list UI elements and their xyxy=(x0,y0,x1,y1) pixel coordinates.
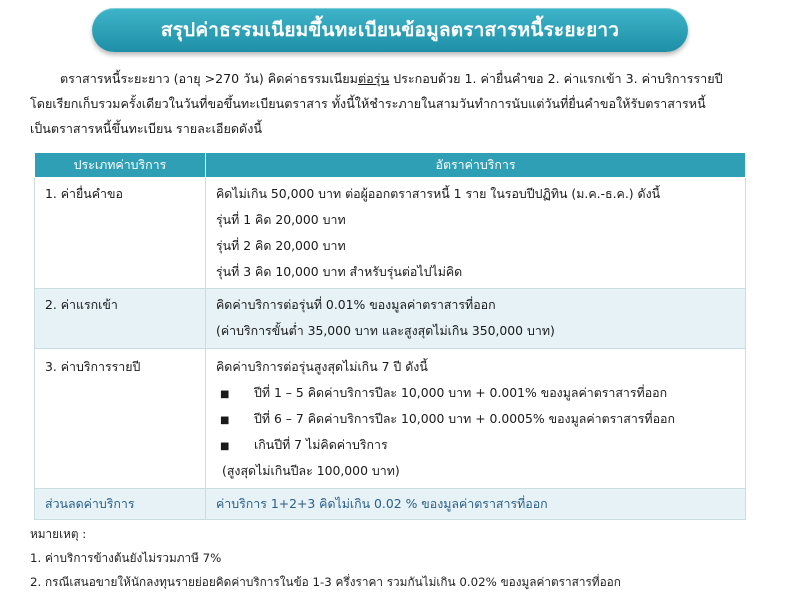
table-row-discount xyxy=(35,489,746,520)
category-cell xyxy=(35,349,206,489)
title-banner xyxy=(92,8,688,52)
table-row-annual-fee xyxy=(35,349,746,489)
rate-line: คิดค่าบริการต่อรุ่นสูงสุดไม่เกิน 7 ปี ดังนี้ xyxy=(216,359,428,374)
fee-table xyxy=(34,152,746,520)
rate-cell xyxy=(206,289,746,349)
rate-line: ค่าบริการ 1+2+3 คิดไม่เกิน 0.02 % ของมูลค่าตราสารที่ออก xyxy=(216,496,548,511)
table-row-application-fee xyxy=(35,178,746,289)
intro-line-2: โดยเรียกเก็บรวมครั้งเดียวในวันที่ขอขึ้นทะเบียนตราสาร ทั้งนี้ให้ชำระภายในสามวันทำการนับแต่วันที่ยื่นคำขอให้รับตราสารหนี้ xyxy=(30,96,706,111)
bullet-icon: ■ xyxy=(220,441,230,452)
rate-cell xyxy=(206,178,746,289)
category-cell xyxy=(35,489,206,520)
note-item: 2. กรณีเสนอขายให้นักลงทุนรายย่อยคิดค่าบริการในข้อ 1-3 ครึ่งราคา รวมกันไม่เกิน 0.02% ของมูลค่าตราสารที่ออก xyxy=(30,575,621,589)
notes-section xyxy=(30,522,621,594)
intro-text-2: ประกอบด้วย 1. ค่ายื่นคำขอ 2. ค่าแรกเข้า 3. ค่าบริการรายปี xyxy=(389,71,723,86)
category-cell xyxy=(35,178,206,289)
intro-text-1: ตราสารหนี้ระยะยาว (อายุ >270 วัน) คิดค่าธรรมเนียม xyxy=(60,71,358,86)
bullet-icon: ■ xyxy=(220,389,230,400)
rate-line: (สูงสุดไม่เกินปีละ 100,000 บาท) xyxy=(222,463,400,478)
category-label: 3. ค่าบริการรายปี xyxy=(45,359,141,374)
intro-paragraph xyxy=(30,66,782,141)
bullet-item xyxy=(216,406,745,432)
rate-line: รุ่นที่ 3 คิด 10,000 บาท สำหรับรุ่นต่อไปไม่คิด xyxy=(216,264,463,279)
page-title: สรุปค่าธรรมเนียมขึ้นทะเบียนข้อมูลตราสารหนี้ระยะยาว xyxy=(160,19,620,41)
rate-line: รุ่นที่ 2 คิด 20,000 บาท xyxy=(216,238,346,253)
header-type: ประเภทค่าบริการ xyxy=(35,153,206,178)
table-row-entrance-fee xyxy=(35,289,746,349)
category-label: 1. ค่ายื่นคำขอ xyxy=(45,186,123,201)
rate-cell xyxy=(206,489,746,520)
rate-line: (ค่าบริการขั้นต่ำ 35,000 บาท และสูงสุดไม่เกิน 350,000 บาท) xyxy=(216,323,555,338)
bullet-text: ปีที่ 1 – 5 คิดค่าบริการปีละ 10,000 บาท + 0.001% ของมูลค่าตราสารที่ออก xyxy=(254,385,668,400)
bullet-text: ปีที่ 6 – 7 คิดค่าบริการปีละ 10,000 บาท + 0.0005% ของมูลค่าตราสารที่ออก xyxy=(254,411,675,426)
rate-line: คิดค่าบริการต่อรุ่นที่ 0.01% ของมูลค่าตราสารที่ออก xyxy=(216,297,496,312)
rate-cell xyxy=(206,349,746,489)
bullet-item xyxy=(216,432,745,458)
intro-line-3: เป็นตราสารหนี้ขึ้นทะเบียน รายละเอียดดังนี้ xyxy=(30,121,262,136)
header-rate: อัตราค่าบริการ xyxy=(206,153,746,178)
note-item: 1. ค่าบริการข้างต้นยังไม่รวมภาษี 7% xyxy=(30,551,222,565)
intro-underlined: ต่อรุ่น xyxy=(357,71,390,86)
bullet-item xyxy=(216,380,745,406)
intro-line-1 xyxy=(30,66,782,91)
category-label: 2. ค่าแรกเข้า xyxy=(45,297,118,312)
rate-line: คิดไม่เกิน 50,000 บาท ต่อผู้ออกตราสารหนี้ 1 ราย ในรอบปีปฏิทิน (ม.ค.-ธ.ค.) ดังนี้ xyxy=(216,186,661,201)
rate-line: รุ่นที่ 1 คิด 20,000 บาท xyxy=(216,212,346,227)
category-cell xyxy=(35,289,206,349)
table-header-row xyxy=(35,153,746,178)
bullet-text: เกินปีที่ 7 ไม่คิดค่าบริการ xyxy=(254,437,388,452)
bullet-icon: ■ xyxy=(220,415,230,426)
category-label: ส่วนลดค่าบริการ xyxy=(45,496,135,511)
notes-heading: หมายเหตุ : xyxy=(30,527,87,541)
